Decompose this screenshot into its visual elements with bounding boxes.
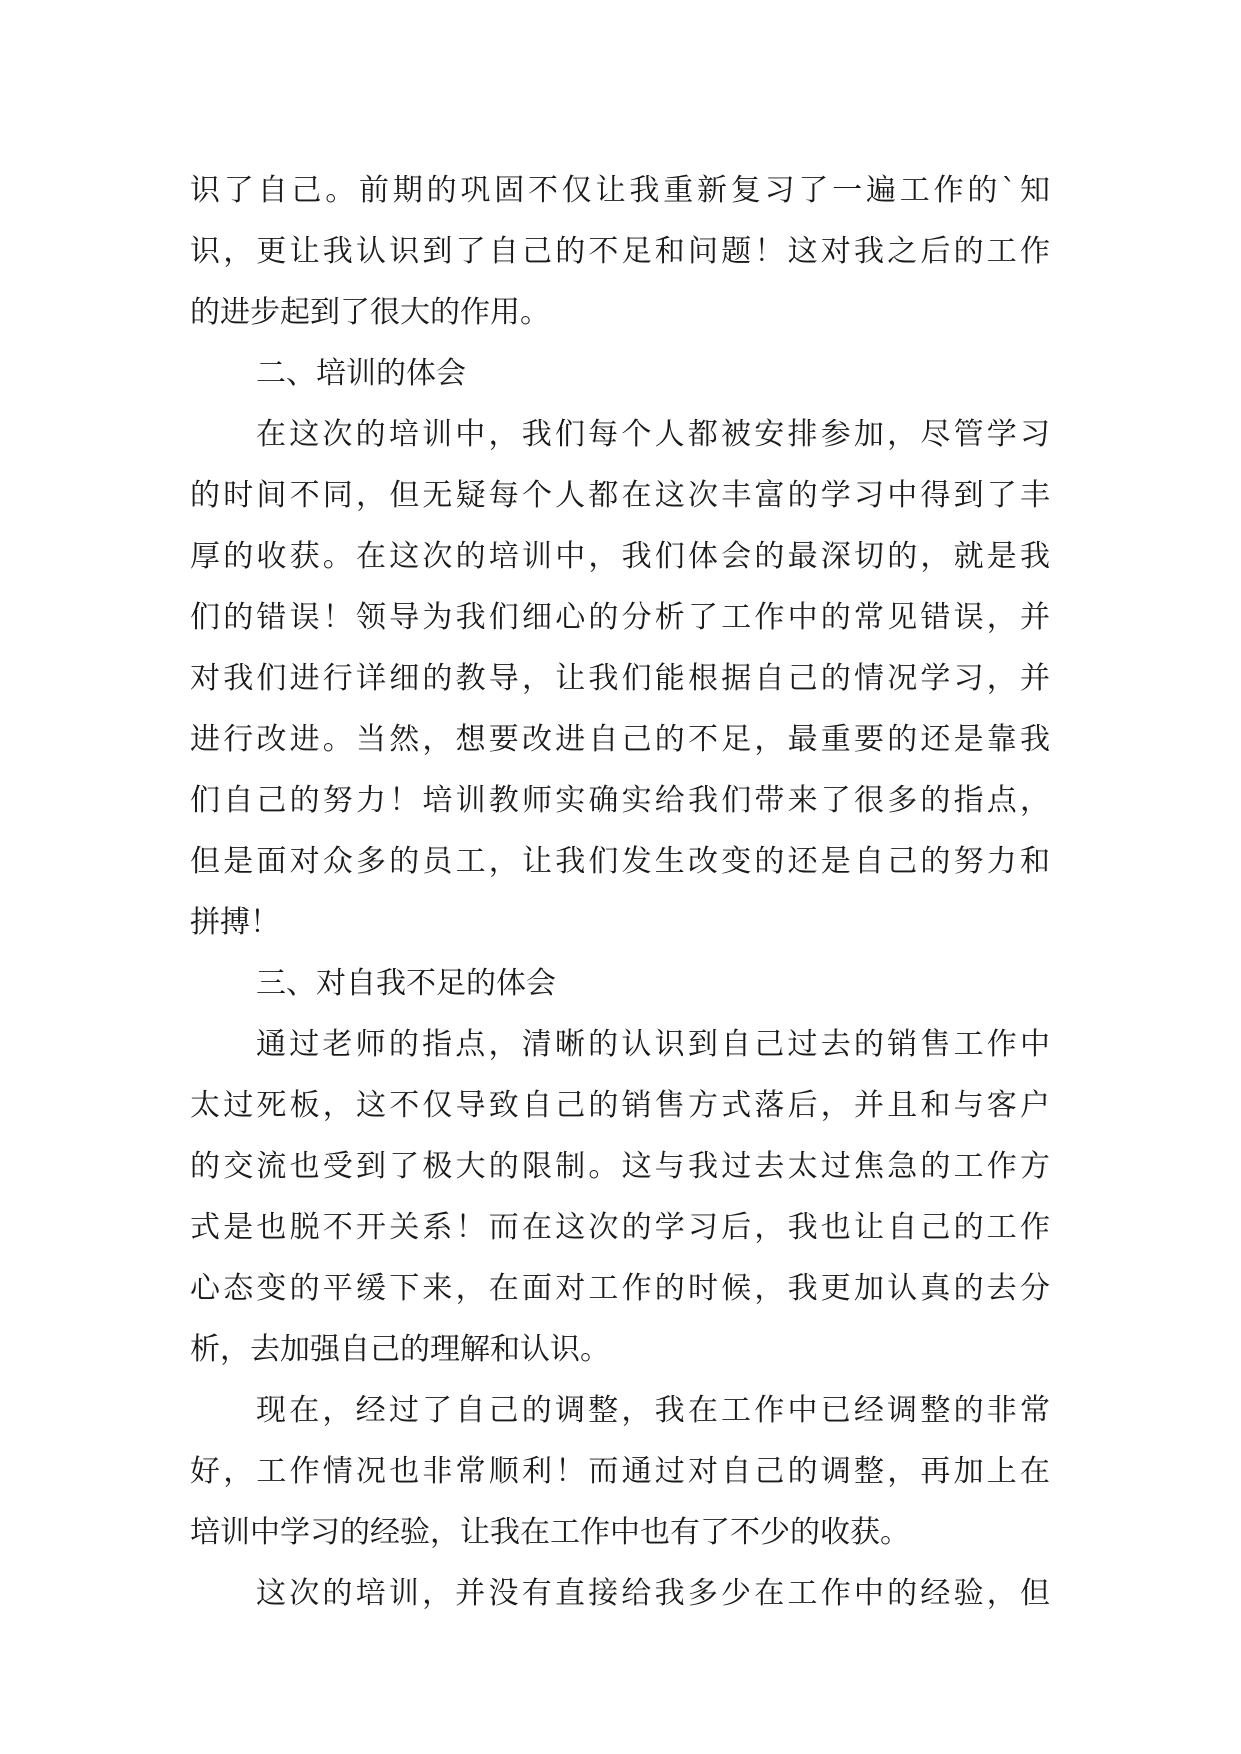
text-line: 们自己的努力！培训教师实确实给我们带来了很多的指点， (190, 783, 1050, 818)
text-line: 培训中学习的经验，让我在工作中也有了不少的收获。 (190, 1515, 910, 1550)
text-line: 在这次的培训中，我们每个人都被安排参加，尽管学习 (256, 417, 1050, 452)
text-line: 现在，经过了自己的调整，我在工作中已经调整的非常 (256, 1393, 1050, 1428)
text-line: 太过死板，这不仅导致自己的销售方式落后，并且和与客户 (190, 1088, 1050, 1123)
section-heading: 二、培训的体会 (256, 356, 466, 391)
text-line: 识了自己。前期的巩固不仅让我重新复习了一遍工作的`知 (190, 173, 1050, 208)
text-line: 这次的培训，并没有直接给我多少在工作中的经验，但 (256, 1576, 1050, 1611)
text-line: 但是面对众多的员工，让我们发生改变的还是自己的努力和 (190, 844, 1050, 879)
text-line: 通过老师的指点，清晰的认识到自己过去的销售工作中 (256, 1027, 1050, 1062)
text-line: 心态变的平缓下来，在面对工作的时候，我更加认真的去分 (190, 1271, 1050, 1306)
text-line: 们的错误！领导为我们细心的分析了工作中的常见错误，并 (190, 600, 1050, 635)
text-line: 析，去加强自己的理解和认识。 (190, 1332, 610, 1367)
document-body (190, 160, 1050, 1624)
text-line: 进行改进。当然，想要改进自己的不足，最重要的还是靠我 (190, 722, 1050, 757)
text-line: 式是也脱不开关系！而在这次的学习后，我也让自己的工作 (190, 1210, 1050, 1245)
text-line: 厚的收获。在这次的培训中，我们体会的最深切的，就是我 (190, 539, 1050, 574)
text-line: 的交流也受到了极大的限制。这与我过去太过焦急的工作方 (190, 1149, 1050, 1184)
section-heading: 三、对自我不足的体会 (256, 966, 556, 1001)
text-line: 好，工作情况也非常顺利！而通过对自己的调整，再加上在 (190, 1454, 1050, 1489)
text-line: 的进步起到了很大的作用。 (190, 295, 550, 330)
text-line: 拼搏！ (190, 905, 280, 940)
text-line: 识，更让我认识到了自己的不足和问题！这对我之后的工作 (190, 234, 1050, 269)
text-line: 对我们进行详细的教导，让我们能根据自己的情况学习，并 (190, 661, 1050, 696)
text-line: 的时间不同，但无疑每个人都在这次丰富的学习中得到了丰 (190, 478, 1050, 513)
